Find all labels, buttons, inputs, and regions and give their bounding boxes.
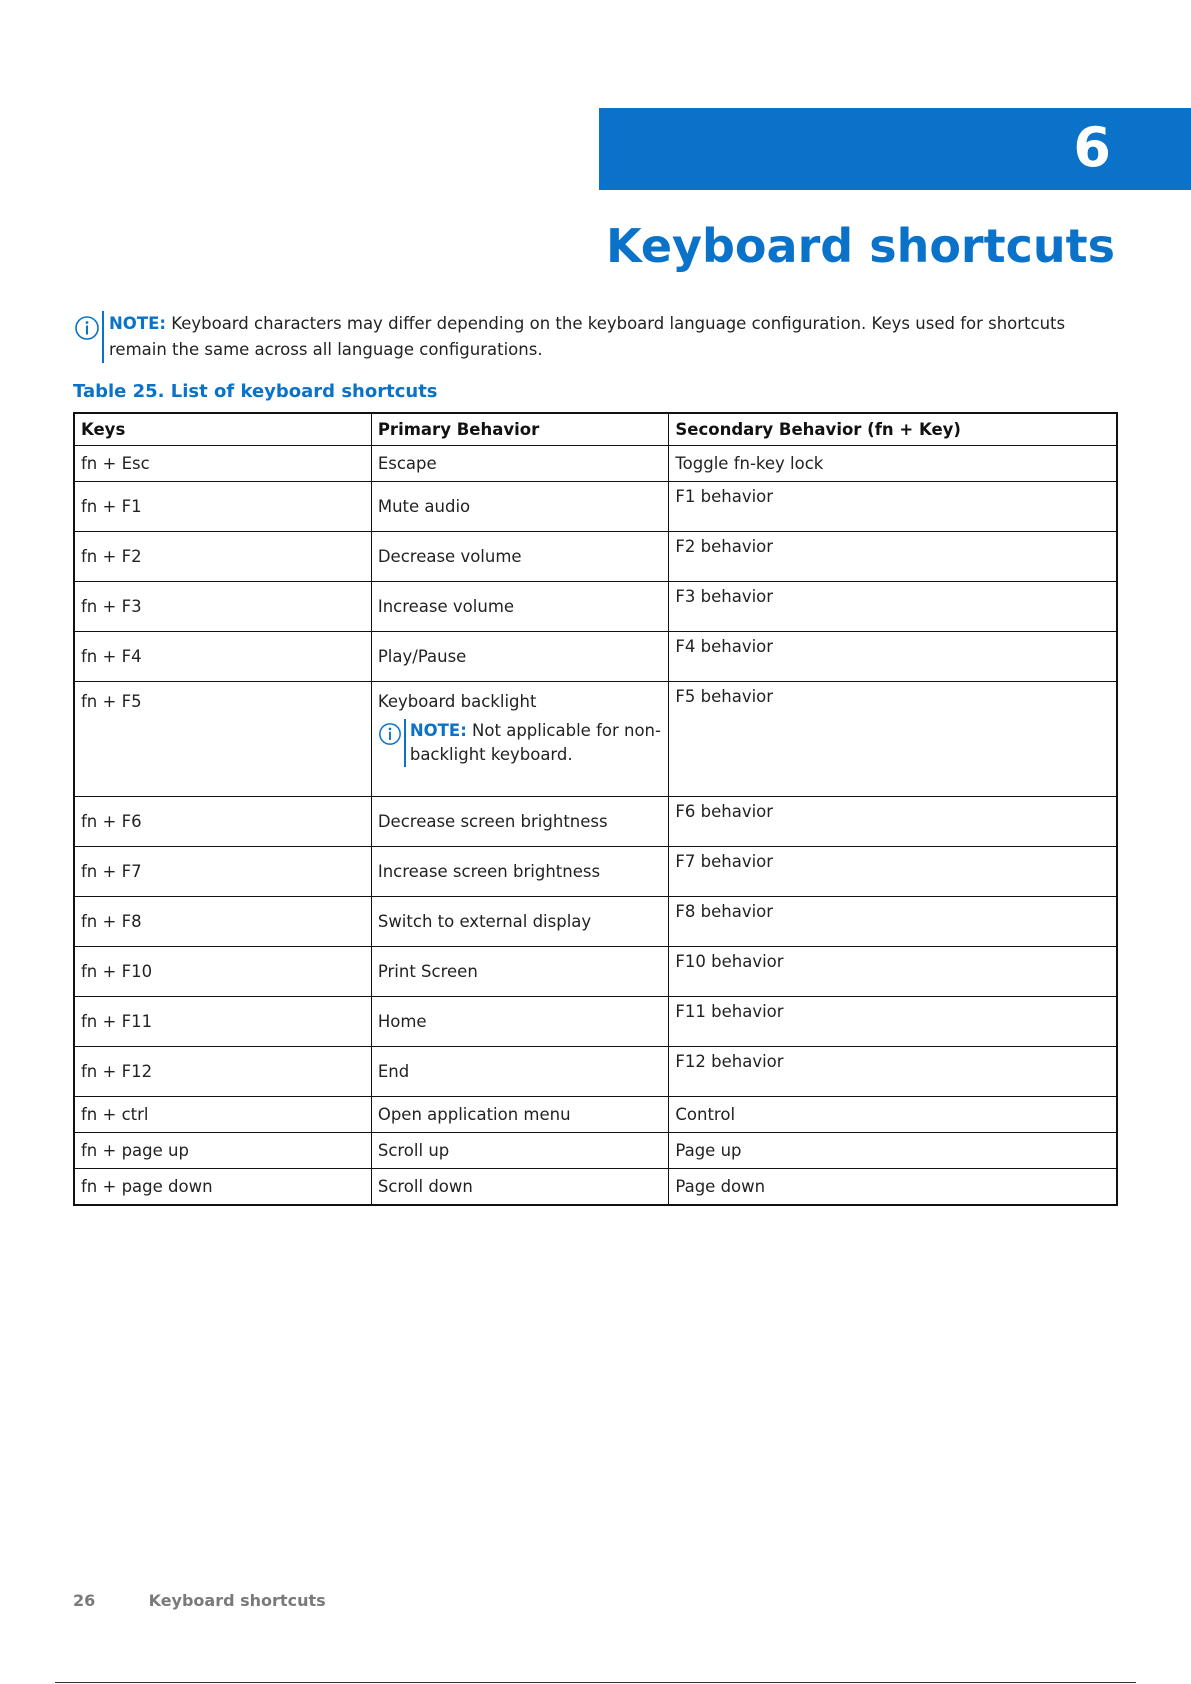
primary-cell: Escape <box>371 446 669 482</box>
note-box <box>74 311 1114 363</box>
chapter-number: 6 <box>1073 116 1111 179</box>
table-row <box>74 997 1117 1047</box>
key-cell: fn + F12 <box>74 1047 371 1097</box>
footer-divider <box>55 1682 1136 1683</box>
key-cell: fn + F7 <box>74 847 371 897</box>
note-text: Keyboard characters may differ depending on the keyboard language configuration. Keys used for shortcuts remain the same across all language configurations. <box>109 314 1066 359</box>
primary-cell: Scroll down <box>371 1169 669 1206</box>
primary-cell: Mute audio <box>371 482 669 532</box>
table-row <box>74 482 1117 532</box>
table-row <box>74 947 1117 997</box>
keyboard-shortcuts-table <box>73 412 1118 1206</box>
key-cell: fn + F8 <box>74 897 371 947</box>
chapter-number-band <box>599 108 1191 190</box>
page-number: 26 <box>73 1591 96 1610</box>
table-row <box>74 847 1117 897</box>
key-cell: fn + page down <box>74 1169 371 1206</box>
primary-cell: Increase volume <box>371 582 669 632</box>
key-cell: fn + F3 <box>74 582 371 632</box>
table-row <box>74 1133 1117 1169</box>
primary-cell: Open application menu <box>371 1097 669 1133</box>
secondary-cell: F4 behavior <box>669 632 1117 682</box>
note-label: NOTE: <box>409 721 467 740</box>
secondary-cell: F10 behavior <box>669 947 1117 997</box>
footer-section-title: Keyboard shortcuts <box>148 1591 326 1610</box>
table-row <box>74 682 1117 797</box>
key-cell: fn + F6 <box>74 797 371 847</box>
key-cell: fn + Esc <box>74 446 371 482</box>
header-secondary-behavior: Secondary Behavior (fn + Key) <box>669 413 1117 446</box>
primary-cell: Decrease screen brightness <box>371 797 669 847</box>
cell-note-body <box>404 719 663 767</box>
primary-cell: End <box>371 1047 669 1097</box>
chapter-title: Keyboard shortcuts <box>605 219 1115 273</box>
table-row <box>74 582 1117 632</box>
table-header-row <box>74 413 1117 446</box>
table-row <box>74 632 1117 682</box>
table-caption: Table 25. List of keyboard shortcuts <box>73 381 438 402</box>
secondary-cell: F12 behavior <box>669 1047 1117 1097</box>
secondary-cell: Page down <box>669 1169 1117 1206</box>
primary-cell: Switch to external display <box>371 897 669 947</box>
cell-note <box>378 719 663 767</box>
key-cell: fn + F11 <box>74 997 371 1047</box>
primary-cell: Increase screen brightness <box>371 847 669 897</box>
primary-cell: Print Screen <box>371 947 669 997</box>
secondary-cell: F3 behavior <box>669 582 1117 632</box>
table-row <box>74 897 1117 947</box>
primary-cell: Decrease volume <box>371 532 669 582</box>
key-cell: fn + F4 <box>74 632 371 682</box>
note-body <box>102 311 1114 363</box>
table-row <box>74 1097 1117 1133</box>
primary-cell: Play/Pause <box>371 632 669 682</box>
table-row <box>74 1169 1117 1206</box>
secondary-cell: F2 behavior <box>669 532 1117 582</box>
table-row <box>74 1047 1117 1097</box>
header-keys: Keys <box>74 413 371 446</box>
secondary-cell: F6 behavior <box>669 797 1117 847</box>
table-row <box>74 797 1117 847</box>
secondary-cell: F7 behavior <box>669 847 1117 897</box>
info-icon <box>378 722 402 746</box>
key-cell: fn + ctrl <box>74 1097 371 1133</box>
primary-text: Keyboard backlight <box>377 692 537 711</box>
table-row <box>74 532 1117 582</box>
primary-cell <box>371 682 669 797</box>
primary-cell: Home <box>371 997 669 1047</box>
secondary-cell: F5 behavior <box>669 682 1117 797</box>
secondary-cell: Toggle fn-key lock <box>669 446 1117 482</box>
secondary-cell: Control <box>669 1097 1117 1133</box>
secondary-cell: F11 behavior <box>669 997 1117 1047</box>
secondary-cell: Page up <box>669 1133 1117 1169</box>
primary-cell: Scroll up <box>371 1133 669 1169</box>
note-label: NOTE: <box>109 314 166 333</box>
key-cell: fn + F10 <box>74 947 371 997</box>
secondary-cell: F1 behavior <box>669 482 1117 532</box>
key-cell: fn + F1 <box>74 482 371 532</box>
page-footer <box>73 1591 326 1610</box>
secondary-cell: F8 behavior <box>669 897 1117 947</box>
key-cell: fn + F5 <box>74 682 371 797</box>
key-cell: fn + page up <box>74 1133 371 1169</box>
note-text: Not applicable for non-backlight keyboard. <box>409 721 661 764</box>
header-primary-behavior: Primary Behavior <box>371 413 669 446</box>
info-icon <box>74 315 100 341</box>
key-cell: fn + F2 <box>74 532 371 582</box>
table-row <box>74 446 1117 482</box>
